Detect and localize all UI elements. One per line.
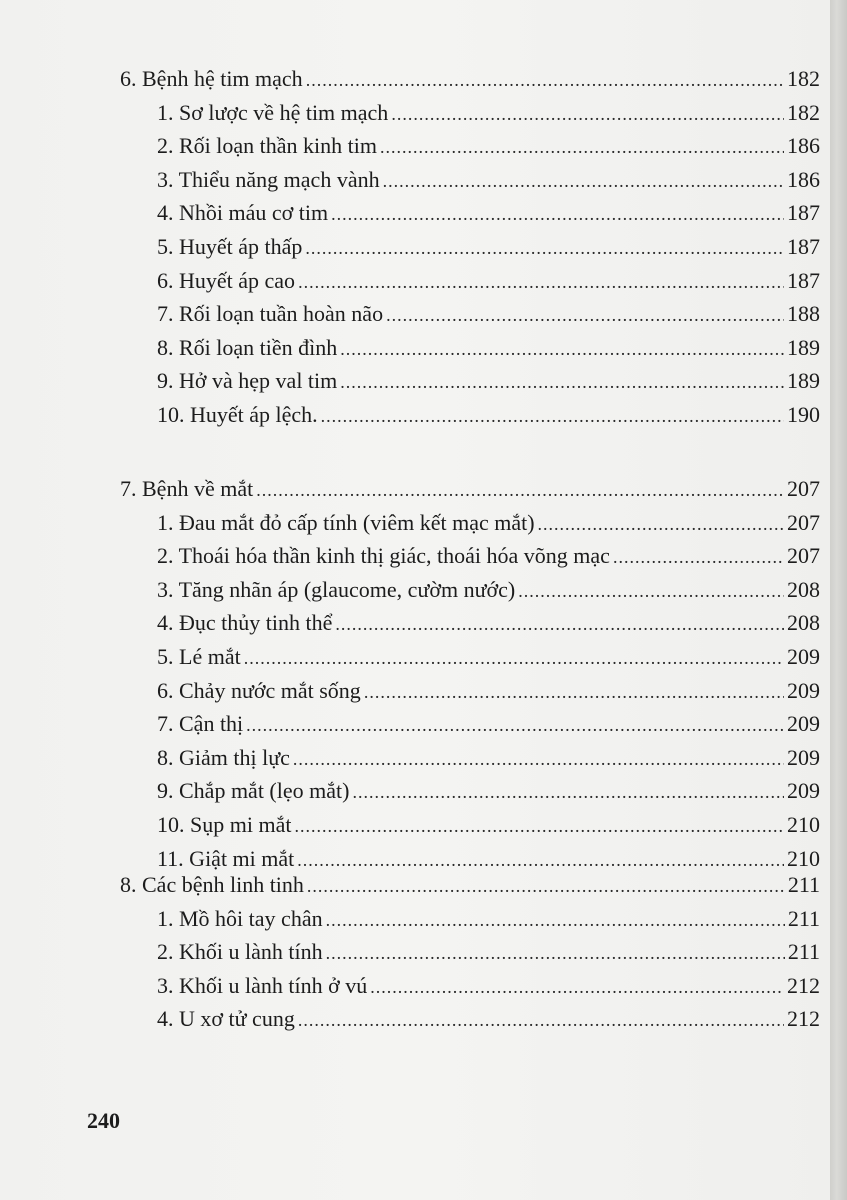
toc-section-entry bbox=[120, 868, 820, 902]
item-label: 6. Huyết áp cao bbox=[157, 267, 296, 293]
item-label: 1. Mồ hôi tay chân bbox=[157, 905, 323, 931]
page-reference: 187 bbox=[787, 200, 820, 226]
dot-leader bbox=[380, 130, 784, 164]
page-reference: 210 bbox=[787, 845, 820, 871]
dot-leader bbox=[364, 675, 784, 709]
item-label: 10. Huyết áp lệch. bbox=[157, 402, 318, 427]
page-reference: 207 bbox=[787, 476, 820, 501]
page-reference: 209 bbox=[787, 677, 820, 703]
toc-item-entry bbox=[157, 935, 820, 969]
toc-item-entry bbox=[157, 969, 820, 1003]
item-label: 2. Rối loạn thần kinh tim bbox=[157, 133, 377, 159]
page-reference: 209 bbox=[787, 644, 820, 669]
toc-item-entry bbox=[157, 707, 820, 741]
item-label: 2. Khối u lành tính bbox=[157, 939, 323, 965]
dot-leader bbox=[352, 775, 784, 809]
section-title: 8. Các bệnh linh tinh bbox=[120, 872, 304, 897]
item-label: 7. Rối loạn tuần hoàn não bbox=[157, 301, 384, 327]
toc-section-entry bbox=[120, 62, 820, 96]
page-reference: 208 bbox=[787, 576, 820, 602]
page-reference: 209 bbox=[787, 778, 820, 804]
item-label: 8. Rối loạn tiền đình bbox=[157, 334, 338, 360]
dot-leader bbox=[306, 63, 784, 97]
toc-item-entry bbox=[157, 398, 820, 432]
page-reference: 186 bbox=[787, 166, 820, 192]
toc-item-entry bbox=[157, 230, 820, 264]
toc-item-entry bbox=[157, 902, 820, 936]
item-label: 1. Sơ lược về hệ tim mạch bbox=[157, 99, 389, 125]
page-reference: 187 bbox=[787, 267, 820, 293]
dot-leader bbox=[326, 936, 785, 970]
dot-leader bbox=[331, 197, 784, 231]
item-label: 5. Huyết áp thấp bbox=[157, 234, 303, 259]
toc-item-entry bbox=[157, 364, 820, 398]
dot-leader bbox=[305, 231, 784, 265]
dot-leader bbox=[391, 97, 784, 131]
section-title: 6. Bệnh hệ tim mạch bbox=[120, 66, 303, 91]
item-label: 4. U xơ tử cung bbox=[157, 1006, 295, 1032]
toc-item-entry bbox=[157, 196, 820, 230]
dot-leader bbox=[321, 399, 784, 433]
dot-leader bbox=[246, 708, 784, 742]
page-reference: 189 bbox=[787, 368, 820, 394]
page-reference: 182 bbox=[787, 66, 820, 91]
toc-item-entry bbox=[157, 264, 820, 298]
item-label: 3. Tăng nhãn áp (glaucome, cườm nước) bbox=[157, 576, 516, 602]
toc-item-entry bbox=[157, 331, 820, 365]
item-label: 4. Nhồi máu cơ tim bbox=[157, 200, 329, 226]
page-reference: 186 bbox=[787, 133, 820, 159]
item-label: 6. Chảy nước mắt sống bbox=[157, 677, 361, 703]
toc-item-entry bbox=[157, 774, 820, 808]
toc-item-entry bbox=[157, 297, 820, 331]
toc-item-entry bbox=[157, 606, 820, 640]
page-reference: 212 bbox=[787, 1006, 820, 1032]
page-reference: 211 bbox=[787, 939, 820, 965]
item-label: 3. Thiểu năng mạch vành bbox=[157, 166, 380, 192]
dot-leader bbox=[256, 473, 784, 507]
page-reference: 182 bbox=[787, 99, 820, 125]
dot-leader bbox=[370, 970, 784, 1004]
dot-leader bbox=[244, 641, 784, 675]
toc-item-entry bbox=[157, 129, 820, 163]
dot-leader bbox=[293, 742, 784, 776]
page-reference: 212 bbox=[787, 972, 820, 998]
item-label: 1. Đau mắt đỏ cấp tính (viêm kết mạc mắt) bbox=[157, 509, 535, 535]
page-number: 240 bbox=[87, 1108, 120, 1133]
page-reference: 187 bbox=[787, 234, 820, 259]
item-label: 11. Giật mi mắt bbox=[157, 845, 295, 871]
dot-leader bbox=[340, 365, 784, 399]
dot-leader bbox=[298, 265, 784, 299]
item-label: 7. Cận thị bbox=[157, 711, 244, 737]
toc-item-entry bbox=[157, 674, 820, 708]
dot-leader bbox=[298, 1003, 784, 1037]
dot-leader bbox=[340, 332, 784, 366]
page-reference: 207 bbox=[787, 509, 820, 535]
page-reference: 188 bbox=[787, 301, 820, 327]
page-reference: 211 bbox=[787, 872, 820, 897]
dot-leader bbox=[307, 869, 785, 903]
page-reference: 209 bbox=[787, 711, 820, 737]
page-edge bbox=[830, 0, 847, 1200]
item-label: 5. Lé mắt bbox=[157, 644, 241, 669]
page-reference: 208 bbox=[787, 610, 820, 636]
page-reference: 207 bbox=[787, 543, 820, 569]
toc-item-entry bbox=[157, 539, 820, 573]
toc-item-entry bbox=[157, 1002, 820, 1036]
item-label: 9. Hở và hẹp val tim bbox=[157, 368, 338, 394]
item-label: 3. Khối u lành tính ở vú bbox=[157, 972, 368, 998]
dot-leader bbox=[326, 903, 785, 937]
section-title: 7. Bệnh về mắt bbox=[120, 476, 254, 501]
page-reference: 189 bbox=[787, 334, 820, 360]
item-label: 2. Thoái hóa thần kinh thị giác, thoái hóa võng mạc bbox=[157, 543, 610, 569]
dot-leader bbox=[613, 540, 784, 574]
toc-section-entry bbox=[120, 472, 820, 506]
toc-item-entry bbox=[157, 96, 820, 130]
toc-item-entry bbox=[157, 163, 820, 197]
item-label: 4. Đục thủy tinh thể bbox=[157, 610, 333, 636]
page-reference: 209 bbox=[787, 744, 820, 770]
dot-leader bbox=[518, 574, 784, 608]
dot-leader bbox=[386, 298, 784, 332]
page-reference: 210 bbox=[787, 812, 820, 837]
page-reference: 211 bbox=[787, 905, 820, 931]
item-label: 9. Chắp mắt (lẹo mắt) bbox=[157, 778, 350, 804]
item-label: 10. Sụp mi mắt bbox=[157, 812, 292, 837]
dot-leader bbox=[538, 507, 784, 541]
toc-item-entry bbox=[157, 741, 820, 775]
dot-leader bbox=[383, 164, 784, 198]
dot-leader bbox=[294, 809, 784, 843]
dot-leader bbox=[335, 607, 784, 641]
toc-item-entry bbox=[157, 640, 820, 674]
item-label: 8. Giảm thị lực bbox=[157, 744, 290, 770]
toc-item-entry bbox=[157, 573, 820, 607]
page-reference: 190 bbox=[787, 402, 820, 427]
toc-item-entry bbox=[157, 808, 820, 842]
toc-item-entry bbox=[157, 506, 820, 540]
